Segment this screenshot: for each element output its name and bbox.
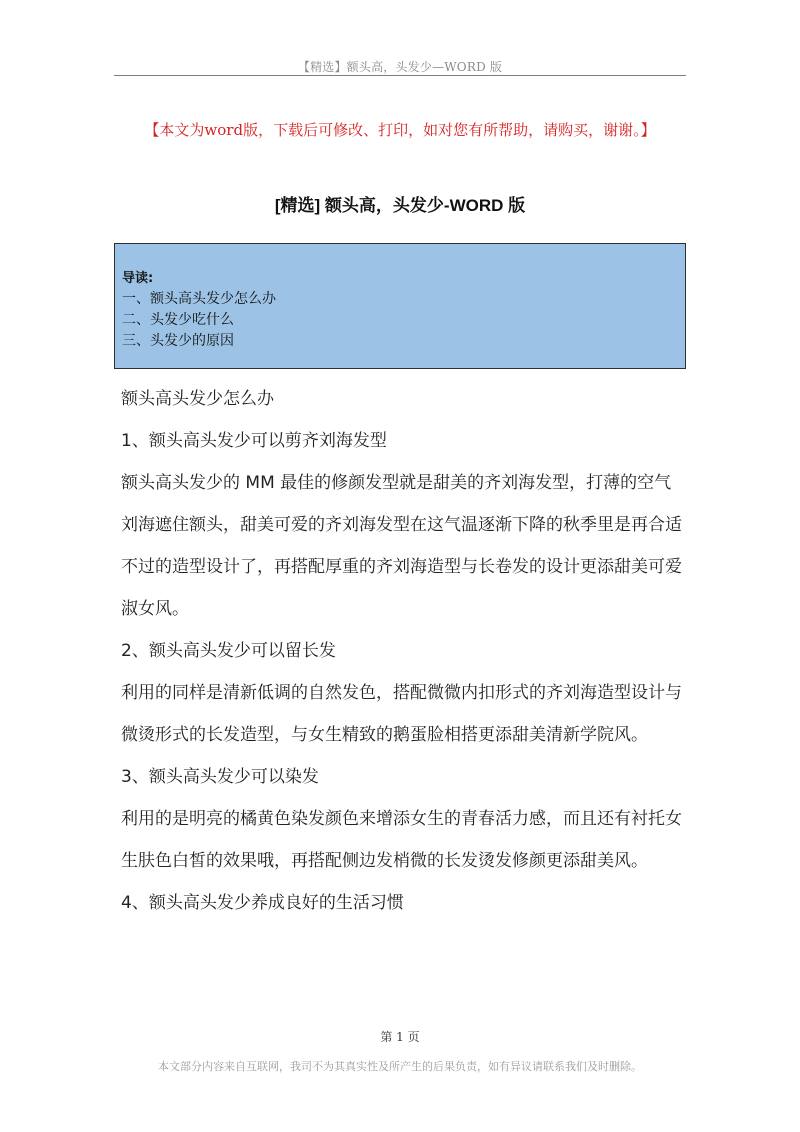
subheading-4: 4、额头高头发少养成良好的生活习惯 [121,893,404,913]
paragraph-3: 利用的是明亮的橘黄色染发颜色来增添女生的青春活力感，而且还有衬托女生肤色白皙的效果哦，再搭配侧边发梢微的长发烫发修颜更添甜美风。 [121,809,682,871]
paragraph-1: 额头高头发少的 MM 最佳的修颜发型就是甜美的齐刘海发型，打薄的空气刘海遮住额头，甜美可爱的齐刘海发型在这气温逐渐下降的秋季里是再合适不过的造型设计了，再搭配厚重的齐刘海造型与长卷发的设计更添甜美可爱淑女风。 [121,473,682,619]
subheading-2: 2、额头高头发少可以留长发 [121,641,336,661]
purchase-notice: 【本文为word版，下载后可修改、打印，如对您有所帮助，请购买，谢谢。】 [144,121,656,139]
section-heading: 额头高头发少怎么办 [121,389,274,409]
subheading-3: 3、额头高头发少可以染发 [121,767,319,787]
guide-box [114,243,686,369]
subheading-1: 1、额头高头发少可以剪齐刘海发型 [121,431,387,451]
footer-disclaimer: 本文部分内容来自互联网，我司不为其真实性及所产生的后果负责，如有异议请联系我们及时删除。 [158,1060,642,1073]
guide-item-3: 三、头发少的原因 [122,333,234,349]
guide-item-2: 二、头发少吃什么 [122,312,234,328]
header-rule [114,75,686,76]
guide-label: 导读: [122,271,154,286]
header-title: 【精选】额头高，头发少—WORD 版 [297,60,503,74]
article-content [121,378,686,924]
paragraph-2: 利用的同样是清新低调的自然发色，搭配微微内扣形式的齐刘海造型设计与微烫形式的长发造型，与女生精致的鹅蛋脸相搭更添甜美清新学院风。 [121,683,682,745]
page-number: 第 1 页 [380,1030,420,1044]
guide-item-1: 一、额头高头发少怎么办 [122,291,276,307]
document-title: [精选] 额头高，头发少-WORD 版 [274,196,526,215]
